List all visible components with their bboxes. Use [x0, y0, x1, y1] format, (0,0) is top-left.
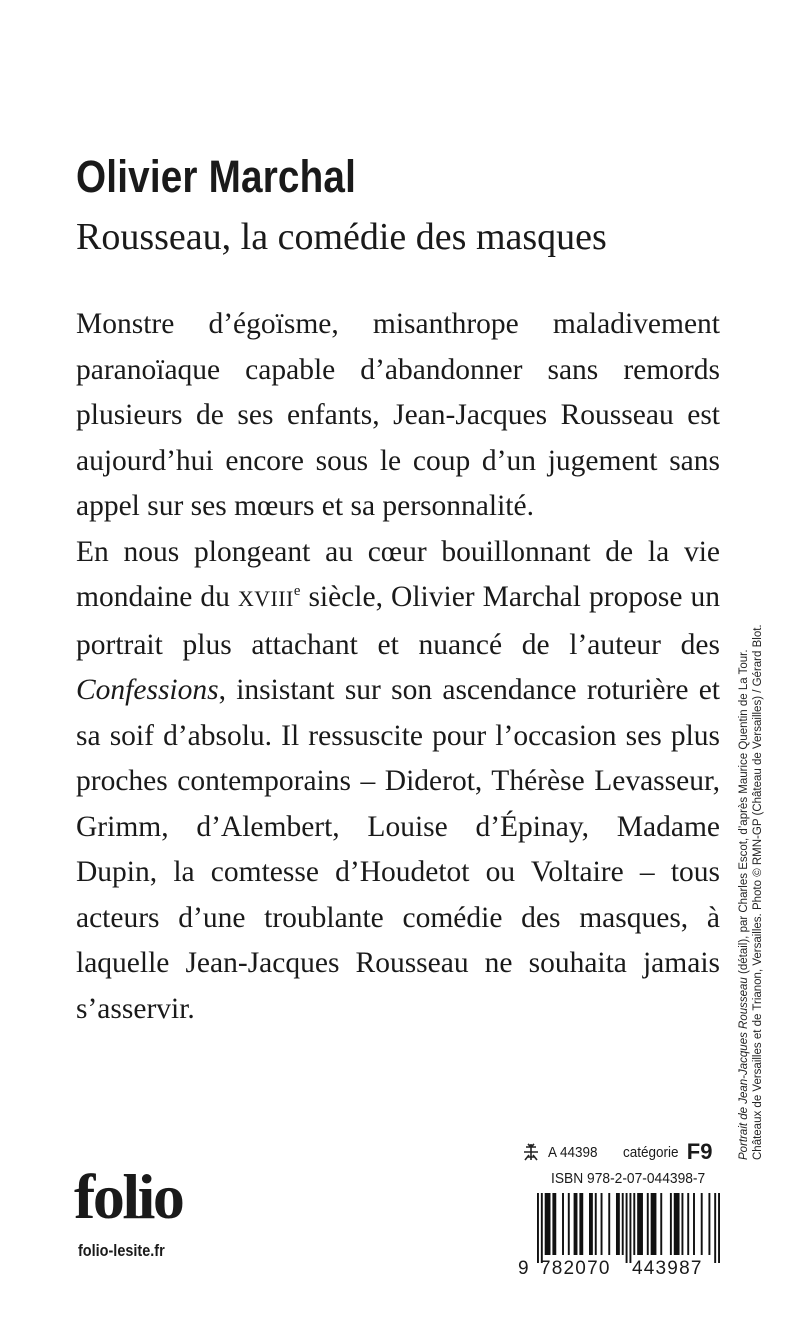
category-label: catégorie — [623, 1143, 679, 1161]
barcode-digits — [518, 1258, 723, 1280]
barcode-bar — [545, 1193, 551, 1255]
century-numeral: XVIII — [237, 587, 294, 611]
blurb-text: siècle, Olivier Marchal propose un portrait plus attachant et nuancé de l’auteur des — [76, 581, 720, 661]
product-reference: A 44398 — [548, 1143, 598, 1161]
barcode-bar — [647, 1193, 649, 1255]
barcode-first-digit: 9 — [518, 1258, 530, 1279]
barcode-bar — [601, 1193, 603, 1255]
barcode-bar — [541, 1193, 543, 1263]
barcode-bar — [670, 1193, 672, 1255]
blurb-text: En nous plongeant au cœur bouillonnant de la vie mondaine du — [76, 535, 720, 613]
barcode-bar — [637, 1193, 643, 1255]
barcode-bar — [633, 1193, 635, 1255]
barcode-bar — [589, 1193, 593, 1255]
barcode-bar — [626, 1193, 628, 1263]
barcode-bar — [629, 1193, 631, 1263]
book-title: Rousseau, la comédie des masques — [76, 216, 607, 258]
credit-work-title: Portrait de Jean-Jacques Rousseau — [738, 977, 750, 1160]
blurb-paragraph-2 — [76, 530, 720, 1033]
work-title: Confessions — [76, 674, 219, 706]
author-name: Olivier Marchal — [76, 151, 357, 202]
barcode-bar — [718, 1193, 720, 1263]
blurb-paragraph-1: Monstre d’égoïsme, misanthrope maladivement paranoïaque capable d’abandonner sans remords plusieurs de ses enfants, Jean-Jacques Rousseau est aujourd’hui encore sous le coup d’un jugement sans appel sur ses mœurs et sa personnalité. — [76, 308, 720, 522]
barcode-bar — [574, 1193, 578, 1255]
barcode-bar — [537, 1193, 539, 1263]
credit-text: (détail), par Charles Escot, d’après Maurice Quentin de La Tour. — [738, 649, 750, 978]
barcode-bar — [693, 1193, 695, 1255]
product-code-row — [520, 1139, 720, 1165]
barcode-bar — [568, 1193, 570, 1255]
barcode-bar — [681, 1193, 683, 1255]
barcode-bar — [622, 1193, 624, 1255]
barcode-bar — [651, 1193, 657, 1255]
isbn: ISBN 978-2-07-044398-7 — [551, 1170, 706, 1187]
barcode-bar — [552, 1193, 556, 1255]
barcode-group-1: 782070 — [540, 1258, 611, 1279]
photo-credit — [737, 624, 765, 1160]
gallimard-mark-icon — [520, 1142, 542, 1162]
barcode-group-2: 443987 — [632, 1258, 703, 1279]
folio-logo: folio — [74, 1161, 183, 1232]
category-code: F9 — [686, 1139, 713, 1164]
barcode-bar — [708, 1193, 710, 1255]
barcode-bar — [595, 1193, 597, 1255]
ean-barcode — [537, 1193, 720, 1263]
barcode-bar — [674, 1193, 680, 1255]
credit-line-1 — [737, 649, 751, 1160]
century-superscript: e — [293, 582, 301, 599]
blurb-text: , insistant sur son ascendance roturière et sa soif d’absolu. Il ressuscite pour l’occasion ses plus proches contemporains – Diderot, Thérèse Levasseur, Grimm, d’Alembert, Louise d’Épinay, Madame Dupin, la comtesse d’Houdetot ou Voltaire – tous acteurs d’une troublante comédie des masques, à laquelle Jean-Jacques Rousseau ne souhaita jamais s’asservir. — [76, 674, 720, 1025]
publisher-website: folio-lesite.fr — [78, 1241, 165, 1260]
barcode-bar — [616, 1193, 620, 1255]
barcode-bar — [608, 1193, 610, 1255]
back-cover-blurb — [76, 302, 720, 1032]
credit-line-2: Châteaux de Versailles et de Trianon, Versailles. Photo © RMN-GP (Château de Versailles) / Gérard Blot. — [752, 624, 764, 1160]
barcode-bar — [714, 1193, 716, 1263]
barcode-bar — [562, 1193, 564, 1255]
barcode-bar — [579, 1193, 583, 1255]
barcode-bar — [687, 1193, 689, 1255]
barcode-bar — [660, 1193, 662, 1255]
barcode-bar — [701, 1193, 703, 1255]
